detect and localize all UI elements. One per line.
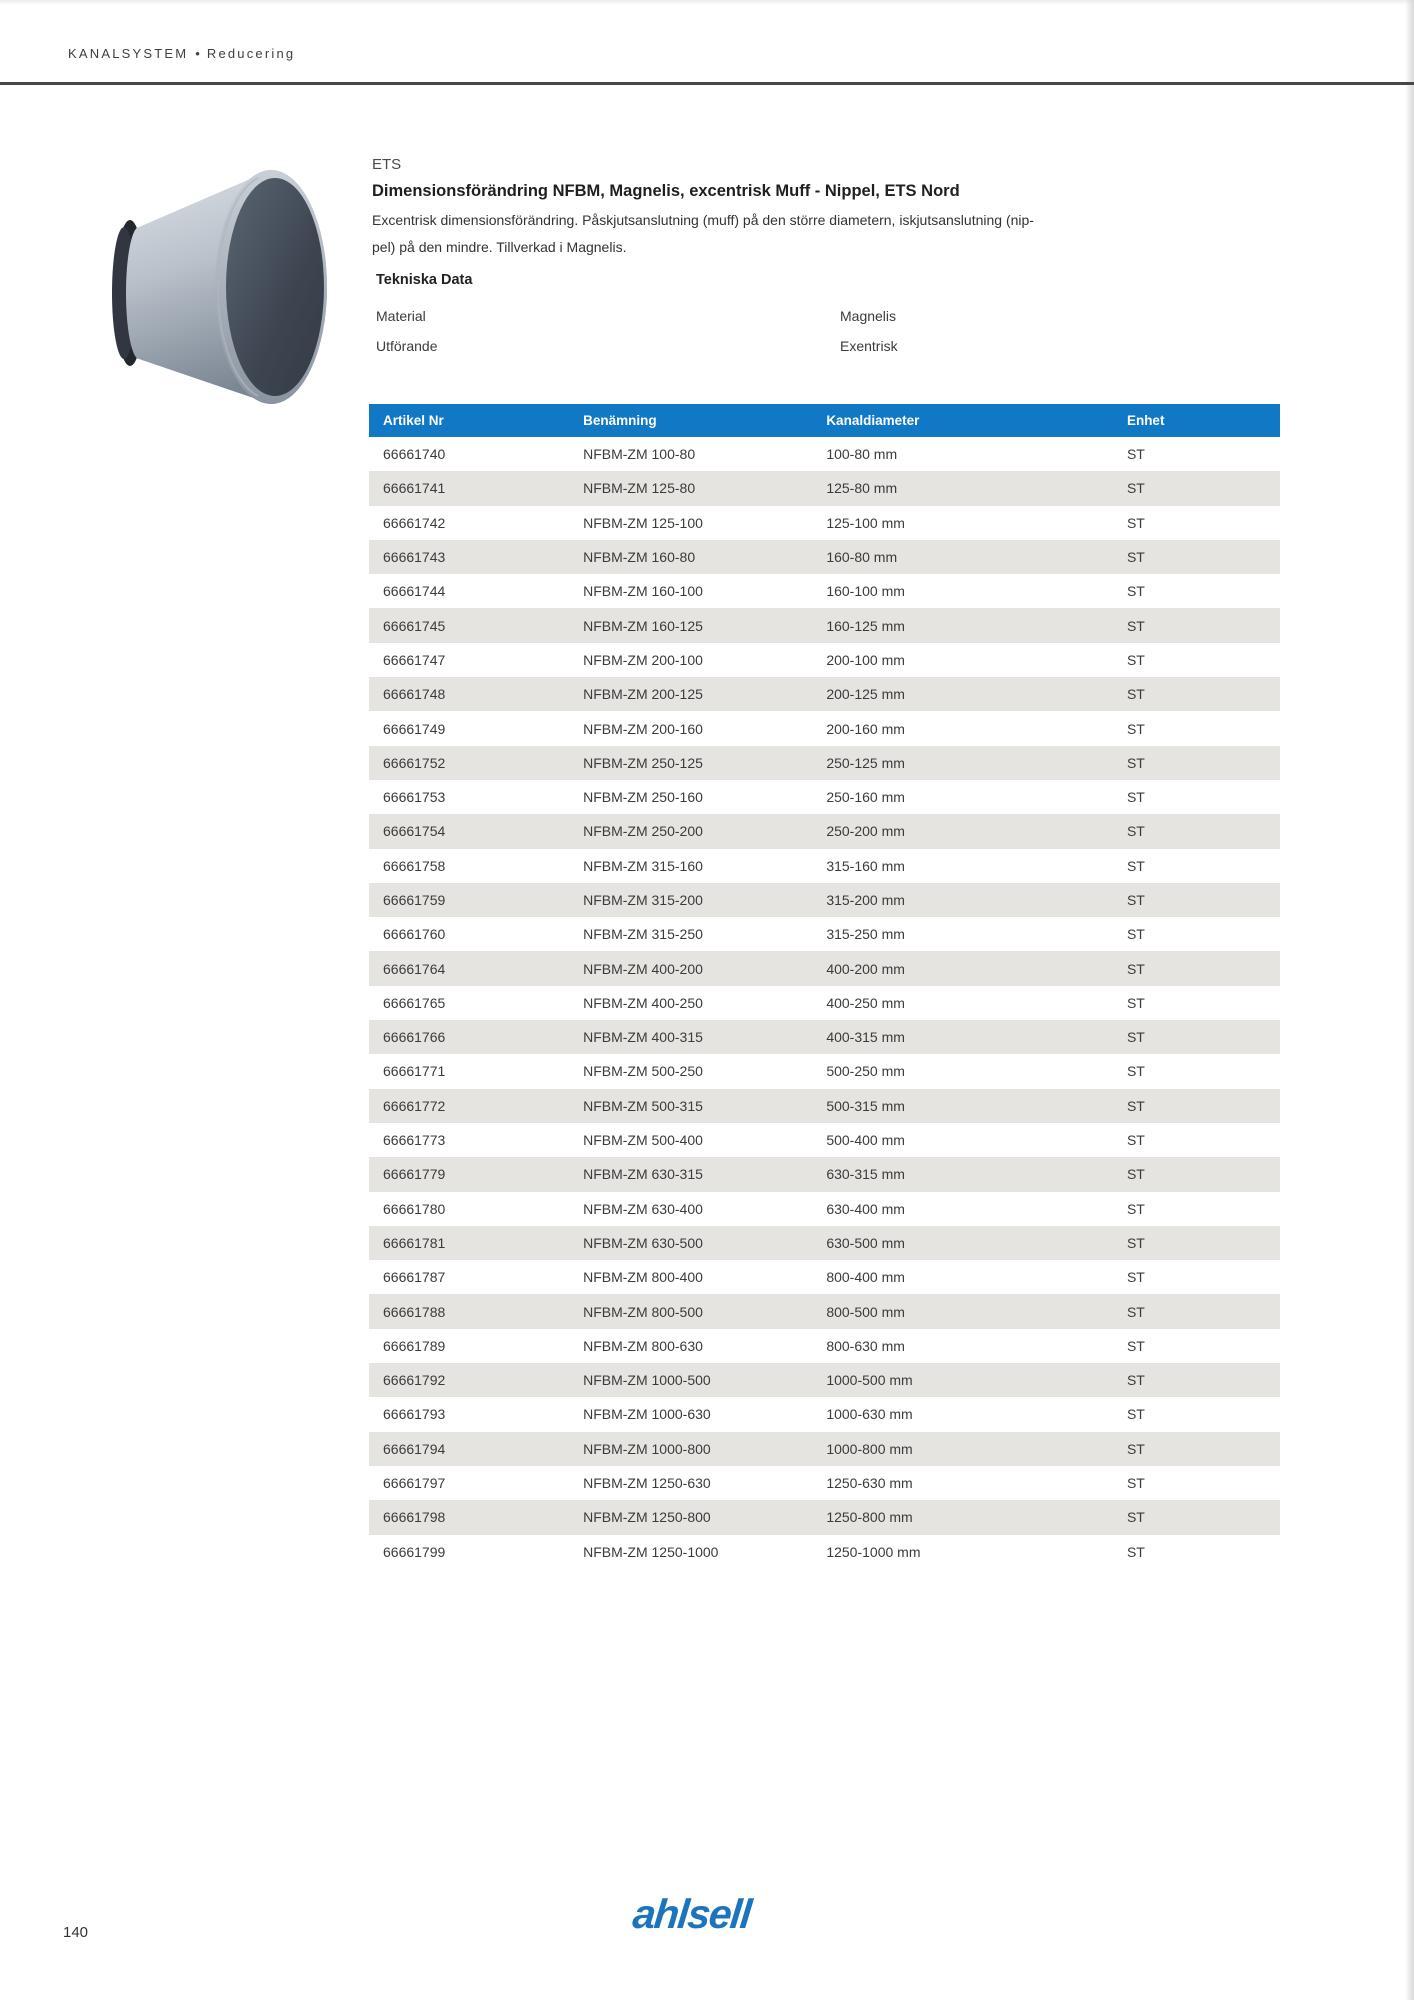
table-cell: 66661745 (383, 617, 446, 634)
table-cell: NFBM-ZM 500-315 (583, 1097, 703, 1114)
table-row (369, 608, 1280, 642)
table-cell: NFBM-ZM 800-400 (583, 1269, 703, 1286)
table-cell: ST (1126, 1166, 1145, 1183)
tech-label: Material (376, 308, 426, 324)
table-cell: ST (1126, 1097, 1145, 1114)
header-rule (0, 82, 1414, 85)
table-cell: 800-630 mm (826, 1337, 905, 1354)
table-cell: NFBM-ZM 1250-630 (583, 1475, 711, 1492)
table-cell: 250-200 mm (826, 823, 905, 840)
table-cell: 1250-1000 mm (826, 1543, 921, 1560)
table-cell: 66661772 (383, 1097, 446, 1114)
table-cell: ST (1126, 1440, 1145, 1457)
table-cell: ST (1126, 1337, 1145, 1354)
table-cell: 250-125 mm (826, 754, 905, 771)
table-row (369, 540, 1280, 574)
table-cell: NFBM-ZM 1000-630 (583, 1406, 711, 1423)
table-cell: 66661797 (383, 1475, 446, 1492)
reducer-opening (226, 178, 324, 396)
table-cell: 500-400 mm (826, 1132, 905, 1149)
table-cell: ST (1126, 823, 1145, 840)
table-cell: 66661741 (383, 480, 446, 497)
table-cell: 630-500 mm (826, 1234, 905, 1251)
table-cell: ST (1126, 1200, 1145, 1217)
table-row (369, 574, 1280, 608)
table-cell: 400-200 mm (826, 960, 905, 977)
table-cell: ST (1126, 1406, 1145, 1423)
table-row (369, 1157, 1280, 1191)
table-cell: NFBM-ZM 500-400 (583, 1132, 703, 1149)
table-cell: 66661744 (383, 583, 446, 600)
table-cell: NFBM-ZM 200-160 (583, 720, 703, 737)
table-row (369, 849, 1280, 883)
table-cell: 66661743 (383, 549, 446, 566)
tech-row-utforande (376, 338, 1280, 368)
table-cell: ST (1126, 1509, 1145, 1526)
table-cell: 1000-630 mm (826, 1406, 913, 1423)
table-cell: 66661787 (383, 1269, 446, 1286)
table-cell: 800-500 mm (826, 1303, 905, 1320)
table-cell: NFBM-ZM 125-80 (583, 480, 696, 497)
table-cell: 66661793 (383, 1406, 446, 1423)
table-cell: 630-315 mm (826, 1166, 905, 1183)
table-cell: 66661798 (383, 1509, 446, 1526)
product-description-line: pel) på den mindre. Tillverkad i Magnelis. (372, 239, 627, 255)
table-cell: 315-160 mm (826, 857, 905, 874)
table-row (369, 746, 1280, 780)
table-row (369, 1535, 1280, 1569)
table-cell: NFBM-ZM 800-630 (583, 1337, 703, 1354)
table-row (369, 780, 1280, 814)
table-cell: NFBM-ZM 315-200 (583, 892, 703, 908)
table-cell: NFBM-ZM 315-160 (583, 857, 703, 874)
table-cell: ST (1126, 480, 1145, 497)
table-header-kanaldiameter: Kanaldiameter (826, 413, 920, 428)
table-cell: ST (1126, 994, 1145, 1011)
tech-label: Utförande (376, 338, 438, 354)
table-cell: 66661740 (383, 446, 446, 463)
table-row (369, 1329, 1280, 1363)
table-cell: ST (1126, 926, 1145, 943)
table-cell: 66661752 (383, 754, 446, 771)
table-cell: NFBM-ZM 1250-800 (583, 1509, 711, 1526)
table-cell: NFBM-ZM 250-200 (583, 823, 703, 840)
table-cell: 160-125 mm (826, 617, 905, 634)
table-cell: 66661781 (383, 1234, 446, 1251)
table-cell: ST (1126, 892, 1145, 908)
table-cell: 66661780 (383, 1200, 446, 1217)
eccentric-reducer-product-image (106, 162, 332, 414)
table-row (369, 1500, 1280, 1534)
table-cell: NFBM-ZM 800-500 (583, 1303, 703, 1320)
table-cell: 200-100 mm (826, 651, 905, 668)
table-cell: 315-250 mm (826, 926, 905, 943)
product-table (369, 404, 1280, 1569)
table-row (369, 711, 1280, 745)
table-cell: 800-400 mm (826, 1269, 905, 1286)
tech-value: Exentrisk (840, 338, 898, 354)
table-cell: NFBM-ZM 400-200 (583, 960, 703, 977)
table-cell: 66661758 (383, 857, 446, 874)
tech-value: Magnelis (840, 308, 897, 324)
table-cell: 66661788 (383, 1303, 446, 1320)
product-series: ETS (372, 156, 402, 173)
table-cell: NFBM-ZM 250-125 (583, 754, 703, 771)
table-cell: NFBM-ZM 630-500 (583, 1234, 703, 1251)
table-header-row (369, 404, 1280, 437)
product-description (372, 207, 1034, 261)
table-row (369, 643, 1280, 677)
table-row (369, 1123, 1280, 1157)
table-row (369, 814, 1280, 848)
breadcrumb (68, 46, 295, 61)
page-top-edge (0, 0, 1414, 5)
table-cell: NFBM-ZM 160-80 (583, 549, 696, 566)
table-cell: NFBM-ZM 160-100 (583, 583, 703, 600)
table-row (369, 1020, 1280, 1054)
table-cell: ST (1126, 1269, 1145, 1286)
table-cell: 66661749 (383, 720, 446, 737)
table-cell: ST (1126, 1234, 1145, 1251)
table-cell: 66661760 (383, 926, 446, 943)
product-description-line: Excentrisk dimensionsförändring. Påskjutsanslutning (muff) på den större diametern, iskjutsanslutning (nip- (372, 212, 1034, 228)
table-cell: 66661789 (383, 1337, 446, 1354)
table-cell: 1250-630 mm (826, 1475, 913, 1492)
table-row (369, 1432, 1280, 1466)
table-row (369, 1226, 1280, 1260)
table-cell: ST (1126, 754, 1145, 771)
breadcrumb-separator: • (195, 46, 200, 61)
table-cell: 160-100 mm (826, 583, 905, 600)
table-cell: 500-250 mm (826, 1063, 905, 1080)
table-row (369, 951, 1280, 985)
table-cell: 125-80 mm (826, 480, 898, 497)
table-cell: ST (1126, 720, 1145, 737)
table-cell: ST (1126, 651, 1145, 668)
table-cell: 1000-500 mm (826, 1372, 913, 1389)
table-header-benamning: Benämning (583, 413, 657, 428)
table-cell: 100-80 mm (826, 446, 898, 463)
table-cell: ST (1126, 583, 1145, 600)
table-cell: 66661773 (383, 1132, 446, 1149)
breadcrumb-page: Reducering (206, 46, 296, 61)
table-row (369, 1192, 1280, 1226)
table-row (369, 986, 1280, 1020)
ahlsell-logo: ahlsell (630, 1891, 753, 1937)
table-cell: NFBM-ZM 200-125 (583, 686, 703, 703)
table-cell: 315-200 mm (826, 892, 905, 908)
table-cell: ST (1126, 1543, 1145, 1560)
table-row (369, 1294, 1280, 1328)
breadcrumb-section: KANALSYSTEM (68, 46, 189, 61)
table-cell: 400-315 mm (826, 1029, 905, 1046)
table-cell: 1000-800 mm (826, 1440, 913, 1457)
table-cell: ST (1126, 1475, 1145, 1492)
table-cell: NFBM-ZM 500-250 (583, 1063, 703, 1080)
table-cell: 66661766 (383, 1029, 446, 1046)
table-header-enhet: Enhet (1126, 413, 1165, 428)
table-row (369, 1397, 1280, 1431)
table-header-artikel-nr: Artikel Nr (383, 413, 444, 428)
table-cell: 66661799 (383, 1543, 446, 1560)
table-cell: 1250-800 mm (826, 1509, 913, 1526)
table-cell: 200-160 mm (826, 720, 905, 737)
table-row (369, 437, 1280, 471)
table-cell: ST (1126, 960, 1145, 977)
table-cell: 66661748 (383, 686, 446, 703)
table-cell: 500-315 mm (826, 1097, 905, 1114)
table-cell: 66661754 (383, 823, 446, 840)
table-cell: NFBM-ZM 1000-800 (583, 1440, 711, 1457)
table-cell: 66661792 (383, 1372, 446, 1389)
table-row (369, 1089, 1280, 1123)
page-number: 140 (63, 1924, 89, 1941)
table-cell: NFBM-ZM 630-400 (583, 1200, 703, 1217)
table-cell: 160-80 mm (826, 549, 898, 566)
table-cell: ST (1126, 1132, 1145, 1149)
table-cell: 400-250 mm (826, 994, 905, 1011)
table-row (369, 677, 1280, 711)
table-cell: 66661771 (383, 1063, 446, 1080)
table-cell: 66661794 (383, 1440, 446, 1457)
technical-data-heading: Tekniska Data (376, 272, 473, 288)
table-cell: NFBM-ZM 160-125 (583, 617, 703, 634)
table-cell: NFBM-ZM 400-250 (583, 994, 703, 1011)
table-row (369, 1363, 1280, 1397)
table-cell: ST (1126, 1063, 1145, 1080)
tech-row-material (376, 308, 1280, 338)
table-cell: 66661753 (383, 789, 446, 806)
table-row (369, 471, 1280, 505)
table-cell: ST (1126, 446, 1145, 463)
table-cell: ST (1126, 549, 1145, 566)
table-body (369, 437, 1280, 1569)
table-cell: NFBM-ZM 400-315 (583, 1029, 703, 1046)
table-cell: 66661747 (383, 651, 446, 668)
table-cell: ST (1126, 1029, 1145, 1046)
table-cell: NFBM-ZM 1250-1000 (583, 1543, 719, 1560)
table-cell: 250-160 mm (826, 789, 905, 806)
table-cell: ST (1126, 789, 1145, 806)
table-row (369, 917, 1280, 951)
table-cell: ST (1126, 617, 1145, 634)
table-cell: ST (1126, 1303, 1145, 1320)
table-cell: 630-400 mm (826, 1200, 905, 1217)
technical-data-list (376, 308, 1280, 368)
table-cell: 66661742 (383, 514, 446, 531)
table-cell: 66661759 (383, 892, 446, 908)
table-row (369, 1260, 1280, 1294)
table-row (369, 506, 1280, 540)
table-cell: NFBM-ZM 100-80 (583, 446, 696, 463)
product-title: Dimensionsförändring NFBM, Magnelis, excentrisk Muff - Nippel, ETS Nord (372, 182, 960, 200)
page-right-edge (1405, 0, 1414, 2000)
table-cell: ST (1126, 686, 1145, 703)
table-cell: NFBM-ZM 630-315 (583, 1166, 703, 1183)
table-cell: NFBM-ZM 200-100 (583, 651, 703, 668)
table-cell: NFBM-ZM 315-250 (583, 926, 703, 943)
table-row (369, 1466, 1280, 1500)
table-cell: NFBM-ZM 1000-500 (583, 1372, 711, 1389)
table-cell: ST (1126, 857, 1145, 874)
table-row (369, 1054, 1280, 1088)
table-cell: NFBM-ZM 250-160 (583, 789, 703, 806)
table-cell: 66661765 (383, 994, 446, 1011)
table-cell: ST (1126, 1372, 1145, 1389)
table-row (369, 883, 1280, 917)
table-cell: 125-100 mm (826, 514, 905, 531)
table-cell: 66661764 (383, 960, 446, 977)
table-cell: NFBM-ZM 125-100 (583, 514, 703, 531)
table-cell: 200-125 mm (826, 686, 905, 703)
table-cell: ST (1126, 514, 1145, 531)
table-cell: 66661779 (383, 1166, 446, 1183)
